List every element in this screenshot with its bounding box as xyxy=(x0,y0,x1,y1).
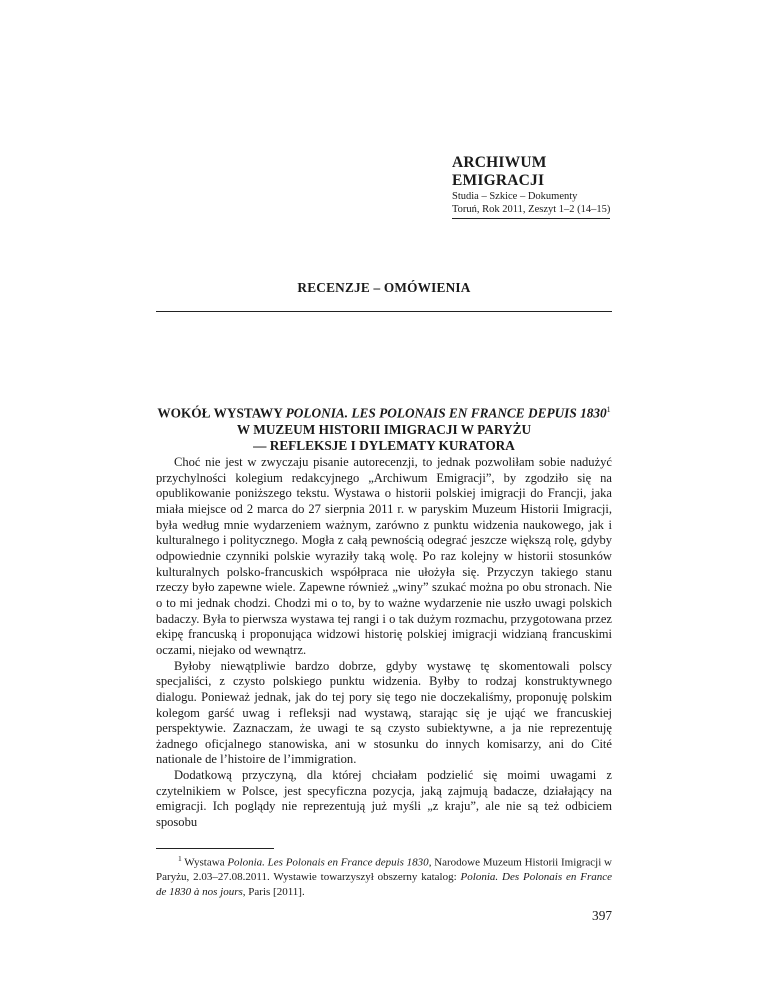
article-title-italic: POLONIA. LES POLONAIS EN FRANCE DEPUIS 1830 xyxy=(285,405,607,421)
journal-rule xyxy=(452,218,610,219)
article-body xyxy=(156,455,612,831)
footnote-text-3: , Paris [2011]. xyxy=(242,885,305,898)
footnote-italic-1: Polonia. Les Polonais en France depuis 1830 xyxy=(227,856,429,869)
article-title-line-1 xyxy=(120,402,648,422)
section-heading: RECENZJE – OMÓWIENIA xyxy=(297,280,471,295)
article-title-line-3: — REFLEKSJE I DYLEMATY KURATORA xyxy=(253,438,515,454)
page-number: 397 xyxy=(592,908,612,923)
footnote xyxy=(156,852,612,899)
article-title-line-2: W MUZEUM HISTORII IMIGRACJI W PARYŻU xyxy=(236,421,532,437)
paragraph: Byłoby niewątpliwie bardzo dobrze, gdyby wystawę tę skomentowali polscy specjaliści, z czysto polskiego punktu widzenia. Byłby to rodzaj konstruktywnego dialogu. Ponieważ jednak, jak do tej pory się tego nie doczekaliśmy, proponuję polskim kolegom garść uwag i refleksji nad wystawą, starając się je ująć we francuskiej perspektywie. Zaznaczam, że uwagi te są czysto subiektywne, a ja nie reprezentuję żadnego oficjalnego stanowiska, ani w stosunku do innych komisarzy, ani do Cité nationale de l’histoire de l’immigration. xyxy=(156,658,612,767)
journal-issue: Toruń, Rok 2011, Zeszyt 1–2 (14–15) xyxy=(452,204,611,215)
footnote-mark: 1 xyxy=(178,854,182,863)
journal-title: ARCHIWUM EMIGRACJI xyxy=(452,154,547,189)
paragraph: Dodatkową przyczyną, dla której chciałam podzielić się moimi uwagami z czytelnikiem w Polsce, jest specyficzna pozycja, jaką zajmują badacze, działający na emigracji. Ich poglądy nie reprezentują już myśli „z kraju”, ale nie są też odbiciem sposobu xyxy=(156,768,612,830)
journal-subtitle: Studia – Szkice – Dokumenty xyxy=(452,191,578,202)
footnote-divider xyxy=(156,848,274,849)
paragraph: Choć nie jest w zwyczaju pisanie autorecenzji, to jednak pozwoliłam sobie nadużyć przychylności kolegium redakcyjnego „Archiwum Emigracji”, by zgodziło się na opublikowanie poniższego tekstu. Wystawa o historii polskiej imigracji do Francji, jaka miała miejsce od 2 marca do 27 sierpnia 2011 r. w paryskim Muzeum Historii Imigracji, była według mnie wydarzeniem ważnym, zarówno z punktu widzenia naukowego, jak i kulturalnego i politycznego. Mogła z całą pewnością odegrać jeszcze większą rolę, gdyby odpowiednie czynniki polskie wyraziły taką wolę. Po raz kolejny w historii stosunków kulturalnych polsko-francuskich współpraca nie ułożyła się. Przyczyn takiego stanu rzeczy było zapewne wiele. Zapewne również „winy” szukać można po obu stronach. Nie o to mi jednak chodzi. Chodzi mi o to, by to ważne wydarzenie nie uszło uwagi polskich badaczy. Była to pierwsza wystawa tej rangi i o tak dużym rozmachu, przygotowana przez ekipę francuską i proponująca widzowi historię polskiej imigracji widzianą francuskimi oczami, niejako od wewnątrz. xyxy=(156,455,612,657)
footnote-text-1: Wystawa xyxy=(181,856,228,869)
article-title-prefix: WOKÓŁ WYSTAWY xyxy=(157,405,286,421)
journal-header xyxy=(452,154,617,219)
footnote-text-2: , Narodowe Muzeum Historii Imigracji w Paryżu, 2.03–27.08.2011. Wystawie towarzyszył obszerny katalog: xyxy=(156,856,612,884)
article-title xyxy=(120,402,648,455)
title-footnote-mark[interactable]: 1 xyxy=(606,405,611,414)
footnote-italic-2: Polonia. Des Polonais en France de 1830 à nos jours xyxy=(156,871,612,898)
section-divider xyxy=(156,311,612,312)
